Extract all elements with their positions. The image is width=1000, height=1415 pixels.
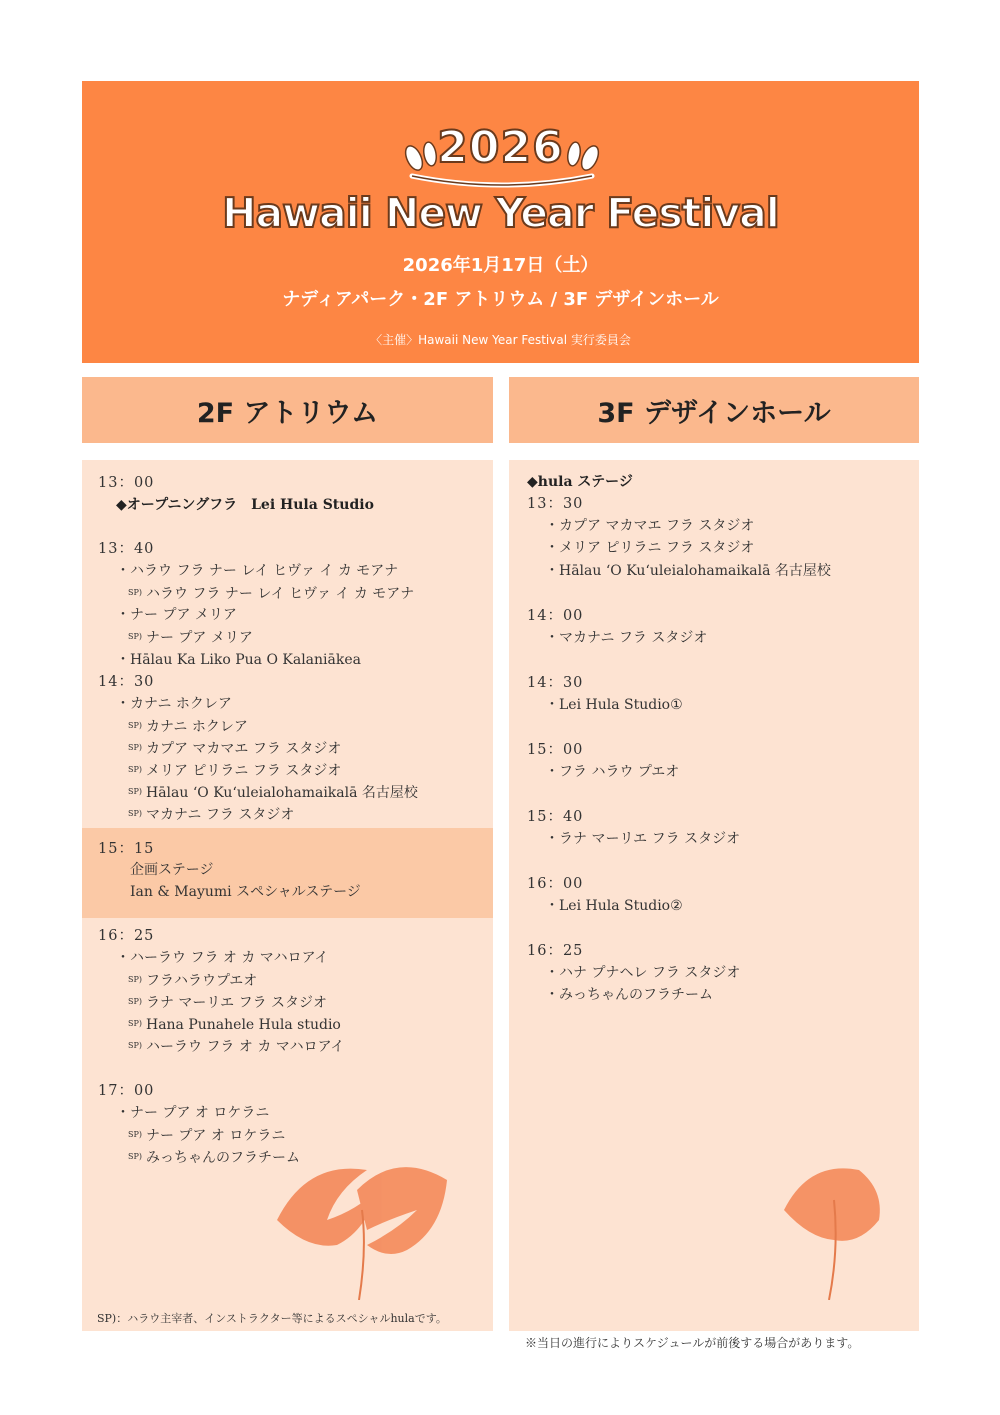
line-text: ・みっちゃんのフラチーム <box>545 987 713 1003</box>
event-organizer: 〈主催〉Hawaii New Year Festival 実行委員会 <box>370 333 631 347</box>
performer-item <box>545 627 707 649</box>
line-text: 13：30 <box>527 496 584 512</box>
performer-item <box>116 560 398 582</box>
schedule-change-note: ※当日の進行によりスケジュールが前後する場合があります。 <box>525 1336 860 1350</box>
line-text: 17：00 <box>98 1083 155 1099</box>
time-slot <box>98 472 154 494</box>
line-text: ◆hula ステージ <box>527 474 633 490</box>
line-text: メリア ピリラニ フラ スタジオ <box>145 763 342 779</box>
time-slot <box>98 538 154 560</box>
line-text: カナニ ホクレア <box>145 719 248 735</box>
line-text: 15：00 <box>527 742 584 758</box>
performer-item <box>545 895 683 917</box>
performer-item <box>545 761 679 783</box>
special-hula-item <box>128 715 248 738</box>
line-text: 16：00 <box>527 876 584 892</box>
performer-item <box>116 604 237 626</box>
sp-mark: SP) <box>128 588 142 597</box>
event-header <box>82 81 919 363</box>
sp-mark: SP) <box>128 975 142 984</box>
line-text: みっちゃんのフラチーム <box>145 1150 300 1166</box>
time-slot <box>98 925 154 947</box>
performer-item <box>116 1102 269 1124</box>
line-text: 15：15 <box>98 841 155 857</box>
line-text: ・メリア ピリラニ フラ スタジオ <box>545 540 755 556</box>
line-text: ・カナニ ホクレア <box>116 696 232 712</box>
stage-heading <box>527 471 633 493</box>
line-text: Ian & Mayumi スペシャルステージ <box>130 884 361 900</box>
line-text: ハーラウ フラ オ カ マハロアイ <box>145 1039 345 1055</box>
stage-heading <box>116 494 374 516</box>
line-text: 14：30 <box>527 675 584 691</box>
performer-item <box>116 693 232 715</box>
line-text: フラハラウプエオ <box>145 973 258 989</box>
sp-mark: SP) <box>128 721 142 730</box>
line-text: ラナ マーリエ フラ スタジオ <box>145 995 328 1011</box>
atrium-column-title: 2F アトリウム <box>82 377 493 443</box>
line-text: ・Hālau ʻO Kuʻuleialohamaikalā 名古屋校 <box>545 563 831 579</box>
line-text: ・Lei Hula Studio② <box>545 898 683 914</box>
line-text: 13：40 <box>98 541 155 557</box>
line-text: 14：00 <box>527 608 584 624</box>
special-hula-item <box>128 626 253 649</box>
line-text: ハラウ フラ ナー レイ ヒヴァ イ カ モアナ <box>145 586 415 602</box>
line-text: ・マカナニ フラ スタジオ <box>545 630 708 646</box>
performer-item <box>545 515 754 537</box>
design-hall-schedule-panel <box>509 460 919 1331</box>
special-hula-item <box>128 582 414 605</box>
line-text: ・Lei Hula Studio① <box>545 697 683 713</box>
line-text: ・ナー プア オ ロケラニ <box>116 1105 270 1121</box>
time-slot <box>527 806 583 828</box>
special-hula-item <box>128 1124 285 1147</box>
performer-item <box>545 828 740 850</box>
special-hula-item <box>128 759 341 782</box>
line-text: ◆オープニングフラ Lei Hula Studio <box>116 497 374 513</box>
time-slot <box>527 739 583 761</box>
sp-mark: SP) <box>128 765 142 774</box>
line-text: ・Hālau Ka Liko Pua O Kalaniākea <box>116 652 361 668</box>
performer-item <box>116 649 361 671</box>
event-date: 2026年1月17日（土） <box>402 255 599 276</box>
line-text: ・ハーラウ フラ オ カ マハロアイ <box>116 950 329 966</box>
monstera-leaf-icon <box>267 1150 457 1300</box>
performer-item <box>545 694 683 716</box>
line-text: ・ナー プア メリア <box>116 607 237 623</box>
line-text: 13：00 <box>98 475 155 491</box>
line-text: マカナニ フラ スタジオ <box>145 807 295 823</box>
special-hula-item <box>128 1035 344 1058</box>
line-text: ・ハナ プナヘレ フラ スタジオ <box>545 965 741 981</box>
special-stage-text <box>130 881 361 903</box>
sp-mark: SP) <box>128 1019 142 1028</box>
special-hula-item <box>128 969 257 992</box>
sp-mark: SP) <box>128 1041 142 1050</box>
line-text: 企画ステージ <box>130 862 214 878</box>
line-text: ナー プア メリア <box>145 630 253 646</box>
line-text: Hālau ʻO Kuʻuleialohamaikalā 名古屋校 <box>145 785 418 801</box>
line-text: 16：25 <box>527 943 584 959</box>
special-hula-item <box>128 991 327 1014</box>
performer-item <box>545 962 740 984</box>
event-venue: ナディアパーク・2F アトリウム / 3F デザインホール <box>282 289 719 310</box>
line-text: カプア マカマエ フラ スタジオ <box>145 741 342 757</box>
performer-item <box>545 560 831 582</box>
special-stage-text <box>130 859 213 881</box>
time-slot <box>98 1080 154 1102</box>
line-text: ・ハラウ フラ ナー レイ ヒヴァ イ カ モアナ <box>116 563 399 579</box>
sp-mark: SP) <box>128 1130 142 1139</box>
line-text: 14：30 <box>98 674 155 690</box>
time-slot <box>527 940 583 962</box>
special-hula-item <box>128 781 418 804</box>
performer-item <box>545 984 713 1006</box>
performer-item <box>116 947 328 969</box>
special-hula-item <box>128 803 294 826</box>
time-slot <box>98 838 154 860</box>
festival-title: Hawaii New Year Festival <box>222 189 779 237</box>
sp-mark: SP) <box>128 632 142 641</box>
line-text: ・カプア マカマエ フラ スタジオ <box>545 518 755 534</box>
performer-item <box>545 537 754 559</box>
sp-mark: SP) <box>128 787 142 796</box>
sp-mark: SP) <box>128 809 142 818</box>
event-year: 2026 <box>437 122 564 173</box>
line-text: 15：40 <box>527 809 584 825</box>
special-hula-item <box>128 1013 341 1036</box>
sp-footnote: SP)：ハラウ主宰者、インストラクター等によるスペシャルhulaです。 <box>97 1312 447 1325</box>
line-text: Hana Punahele Hula studio <box>145 1017 341 1033</box>
line-text: ・ラナ マーリエ フラ スタジオ <box>545 831 741 847</box>
time-slot <box>98 671 154 693</box>
atrium-schedule-panel <box>82 460 493 1331</box>
time-slot <box>527 672 583 694</box>
sp-mark: SP) <box>128 1152 142 1161</box>
line-text: ナー プア オ ロケラニ <box>145 1128 286 1144</box>
time-slot <box>527 605 583 627</box>
monstera-leaf-icon <box>779 1160 889 1300</box>
special-hula-item <box>128 737 341 760</box>
line-text: ・フラ ハラウ プエオ <box>545 764 680 780</box>
line-text: 16：25 <box>98 928 155 944</box>
sp-mark: SP) <box>128 743 142 752</box>
time-slot <box>527 873 583 895</box>
sp-mark: SP) <box>128 997 142 1006</box>
design-hall-column-title: 3F デザインホール <box>509 377 919 443</box>
time-slot <box>527 493 583 515</box>
